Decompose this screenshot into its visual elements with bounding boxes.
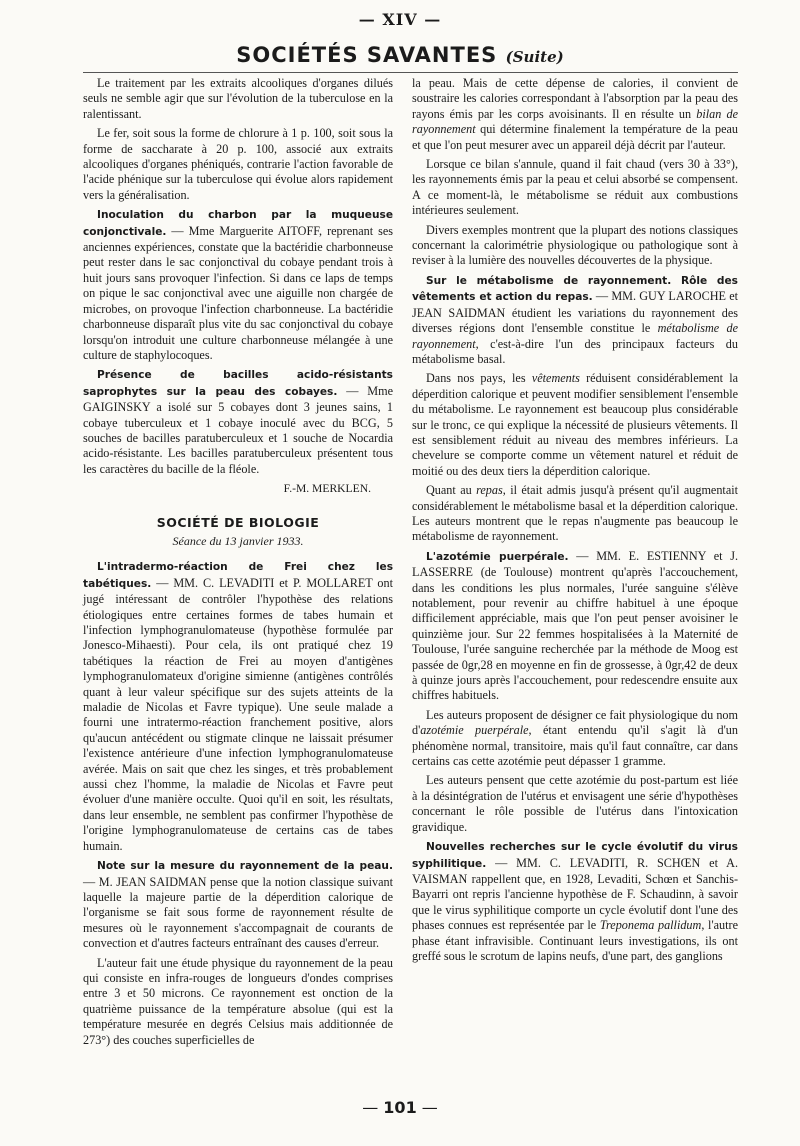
article-body-bacilles: — Mme GAIGINSKY a isolé sur 5 cobayes dont 3 jeunes sains, 1 cobaye tuberculeux et 1 cobaye inoculé avec du BCG, 5 souches de bacilles paratuberculeux et 1 souche de Nocardia acido-résistante. Les bacilles paratuberculeux présentent tous les caractères du bacille de la fléole. [83,383,393,476]
article-heading-metabolisme: Sur le métabolisme de rayonnement. Rôle des vêtements et action du repas. [412,274,738,304]
article-body-mesure: — M. JEAN SAIDMAN pense que la notion classique suivant laquelle la majeure partie de la déperdition calorique de l'organisme se fait sous forme de rayonnement résulte de mesures où le rayonnement s'accompagnait de courants de convection et d'autres facteurs entraînant des causes d'erreur. [83,874,393,951]
paragraph-exemples: Divers exemples montrent que la plupart des notions classiques concernant la calorimétrie physiologique ou pathologique sont à reviser à la lumière des nouvelles découvertes de la physique. [412,222,738,268]
left-column [83,76,393,1052]
paragraph-fer: Le fer, soit sous la forme de chlorure à 1 p. 100, soit sous la forme de saccharate à 20 p. 100, associé aux extraits alcooliques d'organes phéniqués, contrarie l'action favorable de l'acide phénique sur la tuberculose qui évolue alors rapidement vers la généralisation. [83,126,393,202]
italic-term: Treponema pallidum [599,918,702,933]
text-run: Quant au [426,483,477,498]
text-run: Dans nos pays, les [426,371,532,386]
text-run: Les auteurs proposent de désigner ce fait physiologique du nom d' [412,707,738,738]
article-charbon [83,207,393,363]
page-number [0,1098,800,1117]
italic-term: bilan de rayonnement [412,106,738,137]
text-run: , étant entendu qu'il s'agit là d'un phénomène normal, transitoire, mais qu'il faut connaître, car dans certains cas cette azotémie peut dépasser 1 gramme. [412,723,738,769]
article-body-charbon: — Mme Marguerite AITOFF, reprenant ses anciennes expériences, constate que la bactéridie charbonneuse peut rester dans le sac conjonctival du cobaye pendant trois à huit jours sans provoquer l'infection. Si dans ce laps de temps on pique le sac conjonctival avec une aiguille non chargée de microbes, on provoque l'infection charbonneuse. La bactéridie charbonneuse disparaît plus vite du sac conjonctival du cobaye lorsqu'on introduit une culture charbonneuse mélangée à une culture de staphylocoques. [83,223,393,362]
text-run: — MM. C. LEVADITI, R. SCHŒN et A. VAISMAN rappellent que, en 1928, Levaditi, Schœn et Sanchis-Bayarri ont repris l'ancienne hypothèse de F. Schaudinn, à savoir que le virus syphilitique comporte un cycle évolutif dont l'une des phases connues est représentée par le [412,855,738,933]
article-mesure [83,858,393,951]
paragraph-bilan-annule: Lorsque ce bilan s'annule, quand il fait chaud (vers 30 à 33°), les rayonnements émis par la peau et celui absorbé se compensent. A ce moment-là, le métabolisme se réduit aux combustions intérieures seulement. [412,157,738,218]
article-body-frei: — MM. C. LEVADITI et P. MOLLARET ont jugé intéressant de contrôler l'hypothèse des relations étiologiques entre certaines formes de tabes humain et l'infection lymphogranulomateuse (hypothèse formulée par Jonesco-Mihaesti). Pour cela, ils ont pratiqué chez 19 tabétiques la réaction de Frei au moyen d'antigènes lymphogranulomateux d'origine simienne (antigènes contrôlés quant à leur valeur spécifique sur des sujets atteints de la maladie de Nicolas et Favre typique). Une seule malade a fourni une intratermo-réaction franchement positive, alors qu'aucun antécédent ou stigmate clinque ne laissait présumer l'existence antérieure d'une infection lymphogranulomateuse avérée. Mais on sait que chez les singes, et très probablement aussi chez l'homme, la maladie de Nicolas et Favre peut évoluer d'une manière occulte. Quoi qu'il en soit, les résultats, dans leur ensemble, ne semblent pas confirmer l'hypothèse de l'origine lymphogranulomateuse de certains cas de tabes humain. [83,575,393,853]
text-run: , il était admis jusqu'à présent qu'il augmentait considérablement le métabolisme basal et la déperdition calorique. Les auteurs montrent que le repas n'augmente pas beaucoup le métabolisme de rayonnement. [412,483,739,544]
paragraph-azotemie-uterus: Les auteurs pensent que cette azotémie du post-partum est liée à la désintégration de l'utérus et envisagent une série d'hypothèses concernant le rôle possible de l'utérus dans l'intoxication gravidique. [412,773,738,834]
article-bacilles [83,367,393,477]
right-column [412,76,738,968]
roman-page-number: — XIV — [358,10,442,29]
section-title: SOCIÉTÉS SAVANTES [236,43,498,67]
article-heading-syphilis: Nouvelles recherches sur le cycle évolutif du virus syphilitique. [412,841,738,870]
article-heading-bacilles: Présence de bacilles acido-résistants saprophytes sur la peau des cobayes. [83,369,393,398]
section-title-suite: (Suite) [505,48,564,66]
paragraph-vetements [412,371,738,479]
text-run: — MM. GUY LAROCHE et JEAN SAIDMAN étudient les variations du rayonnement des diverses régions dont l'ensemble constitue le [412,289,738,336]
text-run: , c'est-à-dire l'un des principaux facteurs du métabolisme basal. [412,336,738,366]
page-header-title [0,43,800,67]
text-run: réduisent considérablement la déperdition calorique et peuvent modifier sensiblement l'ensemble du métabolisme. Le rayonnement est beaucoup plus considérable sur le tronc, ce qui explique la nécessité de plusieurs vêtements. Il est sensiblement réduit au niveau des membres inférieurs. La chevelure se comporte comme un vêtement naturel et réduit de moitié ou des deux tiers la déperdition calorique. [412,371,738,478]
text-run: , l'autre phase étant infravisible. Continuant leurs investigations, ils ont greffé sous le scrotum de lapins neufs, d'une part, des ganglions [412,918,738,963]
italic-term: repas [476,483,503,498]
author-signature: F.-M. MERKLEN. [283,482,371,496]
article-syphilis [412,839,738,964]
article-metabolisme [412,273,738,367]
text-run: — MM. E. ESTIENNY et J. LASSERRE (de Toulouse) montrent qu'après l'accouchement, dans les conditions les plus normales, l'urée sanguine s'élève notablement, pour revenir au chiffre habituel à une époque difficilement appréciable, mais que l'on peut penser avoisiner le quinzième jour. Sur 22 femmes hospitalisées à la Maternité de Toulouse, l'urée sanguine recherchée par la méthode de Moog est passée de 0gr,28 en moyenne en fin de grossesse, à 0gr,42 de deux à quinze jours après l'accouchement, pour redescendre ensuite aux chiffres habituels. [412,548,738,703]
paragraph-azotemie-nom [412,708,738,770]
paragraph-bilan [412,76,738,153]
paragraph-repas [412,483,738,545]
dash-right: — [416,1098,438,1117]
society-title: SOCIÉTÉ DE BIOLOGIE [156,514,320,530]
article-frei [83,559,393,854]
text-run: la peau. Mais de cette dépense de calories, il convient de soustraire les calories correspondant à l'absorption par la peau des rayons émis par les corps avoisinants. Il en résulte un [412,76,738,121]
page-number-value: 101 [383,1098,417,1117]
article-heading-frei: L'intradermo-réaction de Frei chez les tabétiques. [83,561,393,590]
italic-term: azotémie puerpérale [420,723,529,738]
italic-term: métabolisme de rayonnement [412,321,739,351]
paragraph-auteur: L'auteur fait une étude physique du rayonnement de la peau qui consiste en infra-rouges de longueurs d'ondes comprises entre 3 et 50 microns. Ce rayonnement est onction de la quatrième puissance de la température absolue (qui est la température mesurée en degrés Celsius mais additionnée de 273°) des couches superficielles de [83,955,393,1047]
session-date: Séance du 13 janvier 1933. [172,533,304,548]
text-run: qui détermine finalement la température de la peau et que l'on peut mesurer avec un appareil déjà décrit par l'auteur. [412,122,738,152]
article-heading-azotemie: L'azotémie puerpérale. [426,550,569,563]
italic-term: vêtements [531,371,580,386]
article-azotemie [412,549,738,704]
dash-left: — [362,1098,384,1117]
article-heading-mesure: Note sur la mesure du rayonnement de la peau. [97,860,393,873]
paragraph-traitement: Le traitement par les extraits alcooliques d'organes dilués seuls ne semble agir que sur l'évolution de la tuberculose en la ralentissant. [83,76,393,121]
article-heading-charbon: Inoculation du charbon par la muqueuse conjonctivale. [83,209,393,238]
header-rule [83,72,738,73]
